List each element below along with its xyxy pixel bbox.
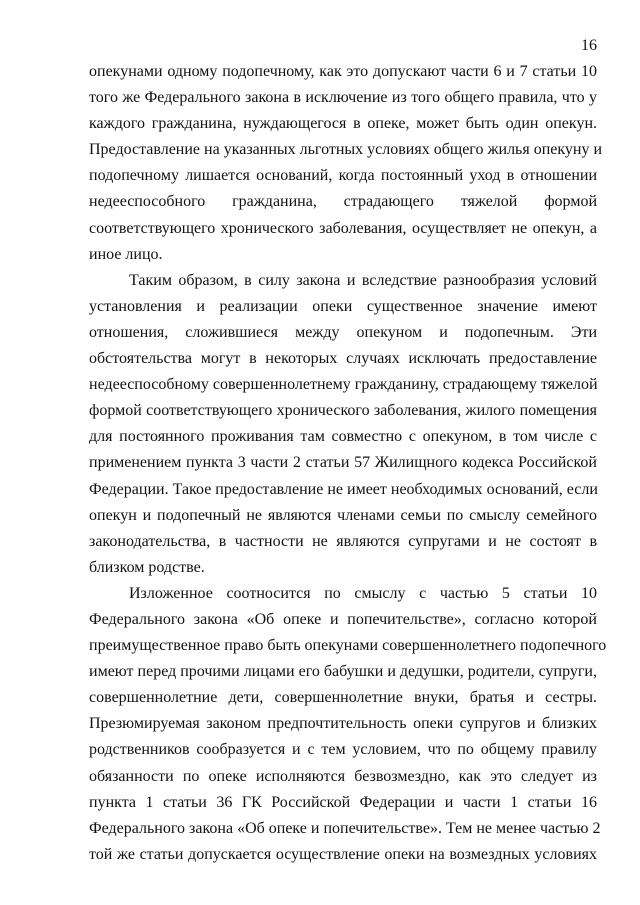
text-line: Таким образом, в силу закона и вследствие разнообразия условий bbox=[129, 271, 597, 289]
text-line: обязанности по опеке исполняются безвозмездно, как это следует из bbox=[89, 767, 597, 785]
text-line: недееспособному совершеннолетнему гражданину, страдающему тяжелой bbox=[89, 376, 598, 394]
text-line: той же статьи допускается осуществление опеки на возмездных условиях bbox=[89, 845, 597, 863]
text-line: законодательства, в частности не являются супругами и не состоят в bbox=[89, 532, 597, 550]
text-line: каждого гражданина, нуждающегося в опеке, может быть один опекун. bbox=[89, 115, 597, 133]
text-line: недееспособного гражданина, страдающего тяжелой формой bbox=[89, 193, 597, 211]
page-number: 16 bbox=[581, 37, 597, 54]
text-line: обстоятельства могут в некоторых случаях исключать предоставление bbox=[89, 350, 597, 368]
text-line: совершеннолетние дети, совершеннолетние внуки, братья и сестры. bbox=[89, 689, 597, 707]
text-line: подопечному лишается оснований, когда постоянный уход в отношении bbox=[89, 167, 597, 185]
text-line: опекун и подопечный не являются членами семьи по смыслу семейного bbox=[89, 506, 597, 524]
body-text bbox=[89, 59, 607, 868]
text-line: пункта 1 статьи 36 ГК Российской Федерации и части 1 статьи 16 bbox=[89, 793, 597, 811]
text-line: Федерации. Такое предоставление не имеет необходимых оснований, если bbox=[89, 480, 598, 498]
paragraph-3 bbox=[89, 581, 607, 868]
text-line: иное лицо. bbox=[89, 245, 163, 263]
text-line: для постоянного проживания там совместно с опекуном, в том числе с bbox=[89, 428, 597, 446]
text-line: соответствующего хронического заболевания, осуществляет не опекун, а bbox=[89, 219, 597, 237]
text-line: формой соответствующего хронического заболевания, жилого помещения bbox=[89, 402, 597, 420]
text-line: Федерального закона «Об опеке и попечительстве». Тем не менее частью 2 bbox=[89, 819, 601, 837]
paragraph-1 bbox=[89, 59, 603, 268]
text-line: опекунами одному подопечному, как это допускают части 6 и 7 статьи 10 bbox=[89, 63, 597, 80]
text-line: преимущественное право быть опекунами совершеннолетнего подопечного bbox=[89, 637, 607, 655]
text-line: Федерального закона «Об опеке и попечительстве», согласно которой bbox=[89, 610, 597, 628]
text-line: родственников сообразуется и с тем условием, что по общему правилу bbox=[89, 741, 597, 759]
text-line: того же Федерального закона в исключение из того общего правила, что у bbox=[89, 89, 597, 107]
text-line: близком родстве. bbox=[89, 558, 205, 576]
text-line: Предоставление на указанных льготных условиях общего жилья опекуну и bbox=[89, 141, 603, 159]
text-line: Презюмируемая законом предпочтительность опеки супругов и близких bbox=[89, 715, 597, 733]
text-line: Изложенное соотносится по смыслу с частью 5 статьи 10 bbox=[129, 584, 597, 602]
text-line: отношения, сложившиеся между опекуном и подопечным. Эти bbox=[89, 323, 597, 341]
text-line: применением пункта 3 части 2 статьи 57 Жилищного кодекса Российской bbox=[89, 454, 597, 472]
paragraph-2 bbox=[89, 268, 597, 581]
text-line: установления и реализации опеки существенное значение имеют bbox=[89, 297, 597, 315]
text-line: имеют перед прочими лицами его бабушки и дедушки, родители, супруги, bbox=[89, 663, 597, 681]
